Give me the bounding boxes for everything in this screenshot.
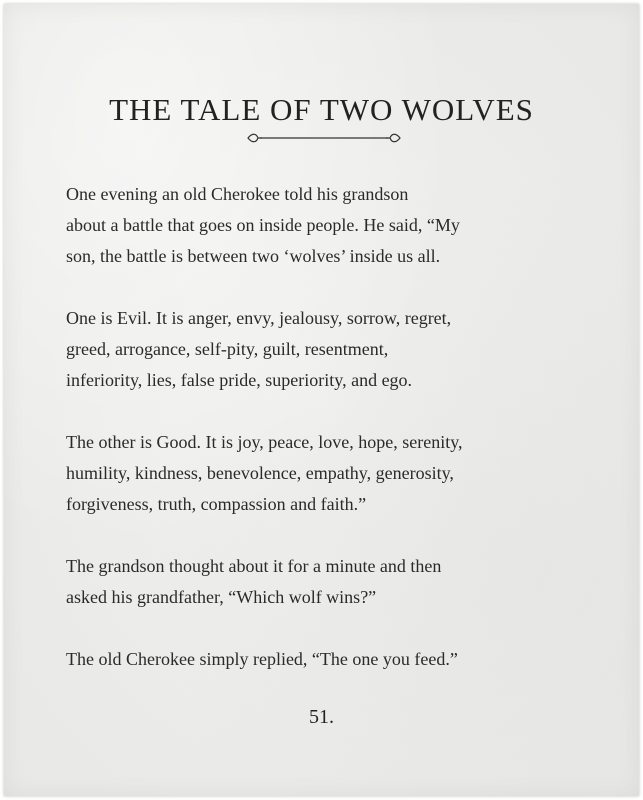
paragraph-good — [66, 427, 586, 520]
paragraph-intro — [66, 179, 586, 272]
paragraph-evil — [66, 303, 586, 396]
text-line: humility, kindness, benevolence, empathy, generosity, — [66, 463, 454, 483]
text-line: One is Evil. It is anger, envy, jealousy, sorrow, regret, — [66, 308, 452, 328]
ornamental-divider — [246, 132, 402, 144]
story-body — [66, 179, 586, 706]
paragraph-question — [66, 551, 586, 613]
page-number: 51. — [309, 706, 334, 728]
text-line: asked his grandfather, “Which wolf wins?” — [66, 587, 377, 607]
paragraph-answer — [66, 644, 586, 675]
text-line: forgiveness, truth, compassion and faith.” — [66, 494, 367, 514]
paper-page — [4, 4, 639, 796]
text-line: The grandson thought about it for a minute and then — [66, 556, 442, 576]
text-line: son, the battle is between two ‘wolves’ inside us all. — [66, 246, 441, 266]
text-line: inferiority, lies, false pride, superiority, and ego. — [66, 370, 413, 390]
text-line: The other is Good. It is joy, peace, love, hope, serenity, — [66, 432, 463, 452]
text-line: One evening an old Cherokee told his grandson — [66, 184, 409, 204]
page-title: THE TALE OF TWO WOLVES — [109, 92, 534, 127]
text-line: about a battle that goes on inside people. He said, “My — [66, 215, 460, 235]
text-line: greed, arrogance, self-pity, guilt, resentment, — [66, 339, 389, 359]
text-line: The old Cherokee simply replied, “The one you feed.” — [66, 649, 458, 669]
